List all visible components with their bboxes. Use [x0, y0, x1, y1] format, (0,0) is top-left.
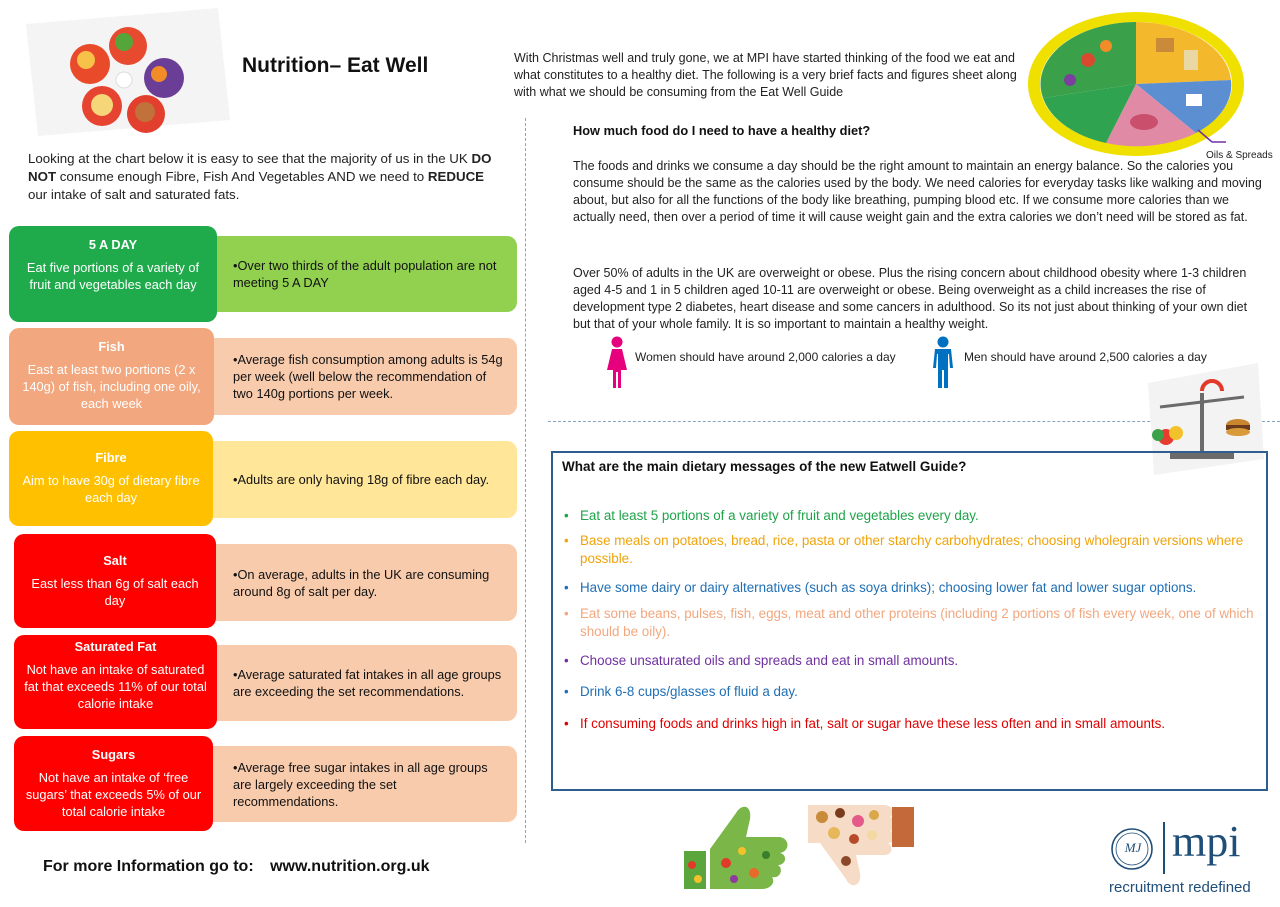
footer-link[interactable]: www.nutrition.org.uk	[270, 858, 430, 875]
food-groups-illustration	[18, 8, 233, 136]
mpi-tagline: recruitment redefined	[1109, 879, 1251, 896]
guideline-box-sugars	[14, 736, 213, 831]
thumbs-up-healthy-food-illustration	[680, 793, 792, 893]
guideline-description: Not have an intake of ‘free sugars’ that exceeds 5% of our total calorie intake	[25, 770, 202, 819]
message-proteins: • Eat some beans, pulses, fish, eggs, meat and other proteins (including 2 portions of fish every week, one of which should be oily).	[580, 605, 1260, 641]
message-fluids: • Drink 6-8 cups/glasses of fluid a day.	[580, 683, 1260, 701]
mpi-wordmark: mpi	[1172, 817, 1241, 866]
message-fruit-veg: • Eat at least 5 portions of a variety of fruit and vegetables every day.	[580, 507, 1260, 525]
fact-box-fibre	[205, 441, 517, 518]
oils-spreads-label: Oils & Spreads	[1206, 150, 1273, 161]
woman-icon	[604, 336, 630, 390]
fact-text: •Average saturated fat intakes in all age groups are exceeding the set recommendations.	[233, 667, 502, 699]
intro-text-1: Looking at the chart below it is easy to see that the majority of us in the UK	[28, 151, 472, 166]
mpi-divider	[1163, 822, 1165, 874]
fact-box-salt	[205, 544, 517, 621]
obesity-paragraph: Over 50% of adults in the UK are overweight or obese. Plus the rising concern about childhood obesity where 1-3 children aged 4-5 and 1 in 5 children aged 10-11 are overweight or obese. Being overweight as a child increases the rise of development type 2 diabetes, heart disease and some cancers in adulthood. So its not just about thinking of your own diet but that of your whole family. It is so important to maintain a healthy weight.	[573, 266, 1248, 331]
fact-text: •On average, adults in the UK are consuming around 8g of salt per day.	[233, 566, 490, 599]
guideline-box-fibre	[9, 431, 213, 526]
guideline-title: Salt	[103, 553, 127, 568]
fact-text: •Over two thirds of the adult population are not meeting 5 A DAY	[233, 258, 497, 290]
guideline-title: 5 A DAY	[88, 237, 138, 252]
fact-box-sugars	[205, 746, 517, 822]
guideline-box-salt	[14, 534, 216, 628]
guideline-title: Sugars	[91, 747, 136, 762]
guideline-box-saturated-fat	[14, 635, 217, 729]
intro-summary	[28, 150, 498, 204]
section-heading: How much food do I need to have a healthy diet?	[573, 123, 871, 138]
eatwell-plate-illustration	[1026, 10, 1251, 162]
message-fat-salt-sugar: • If consuming foods and drinks high in fat, salt or sugar have these less often and in small amounts.	[580, 715, 1260, 733]
guideline-description: Eat five portions of a variety of fruit and vegetables each day	[26, 260, 200, 292]
guideline-description: Aim to have 30g of dietary fibre each day	[22, 473, 200, 505]
intro-text-3: our intake of salt and saturated fats.	[28, 187, 240, 202]
fact-box-5-a-day	[205, 236, 517, 312]
men-calories-text: Men should have around 2,500 calories a day	[964, 350, 1207, 364]
page-title: Nutrition– Eat Well	[242, 54, 429, 77]
intro-text-2: consume enough Fibre, Fish And Vegetables AND we need to	[56, 169, 428, 184]
man-icon	[931, 336, 955, 390]
mpi-monogram-text: MJ	[1124, 840, 1142, 855]
intro-emphasis-1: DO NOT	[28, 151, 492, 184]
guideline-box-fish	[9, 328, 214, 425]
fact-text: •Adults are only having 18g of fibre each day.	[233, 472, 490, 487]
mpi-logo	[1108, 817, 1270, 900]
intro-paragraph: With Christmas well and truly gone, we at MPI have started thinking of the food we eat and what constitutes to a healthy diet. The following is a very brief facts and figures sheet along with what we should be consuming from the Eat Well Guide	[514, 51, 1017, 99]
fact-box-fish	[205, 338, 517, 415]
guideline-box-5-a-day	[9, 226, 217, 322]
guideline-title: Saturated Fat	[74, 639, 157, 654]
message-dairy: • Have some dairy or dairy alternatives (such as soya drinks); choosing lower fat and lower sugar options.	[580, 579, 1260, 597]
message-starchy-carbs: • Base meals on potatoes, bread, rice, pasta or other starchy carbohydrates; choosing wholegrain versions where possible.	[580, 532, 1260, 568]
thumbs-down-junk-food-illustration	[800, 797, 918, 897]
guideline-description: Not have an intake of saturated fat that exceeds 11% of our total calorie intake	[24, 662, 207, 711]
footer-label: For more Information go to:	[43, 858, 254, 875]
fact-text: •Average free sugar intakes in all age groups are largely exceeding the set recommendations.	[233, 759, 488, 809]
guideline-description: East at least two portions (2 x 140g) of fish, including one oily, each week	[22, 362, 201, 411]
footer-info	[43, 858, 430, 876]
fact-text: •Average fish consumption among adults is 54g per week (well below the recommendation of two 140g portions per week.	[233, 352, 503, 401]
fact-box-saturated-fat	[205, 645, 517, 721]
guideline-title: Fish	[98, 339, 125, 354]
energy-balance-paragraph: The foods and drinks we consume a day should be the right amount to maintain an energy balance. So the calories you consume should be the same as the calories used by the body. We need calories for everyday tasks like walking and moving about, but also for all the functions of the body like breathing, pumping blood etc. If we consume more calories than we actually need, then over a period of time it will cause weight gain and the extra calories we don’t need will be stored as fat.	[573, 159, 1262, 224]
guideline-title: Fibre	[95, 450, 127, 465]
intro-emphasis-2: REDUCE	[427, 169, 485, 184]
vertical-divider	[525, 118, 526, 843]
guideline-description: East less than 6g of salt each day	[31, 576, 199, 608]
women-calories-text: Women should have around 2,000 calories a day	[635, 350, 896, 364]
message-oils: • Choose unsaturated oils and spreads and eat in small amounts.	[580, 652, 1260, 670]
dietary-messages-title: What are the main dietary messages of the new Eatwell Guide?	[562, 459, 967, 474]
